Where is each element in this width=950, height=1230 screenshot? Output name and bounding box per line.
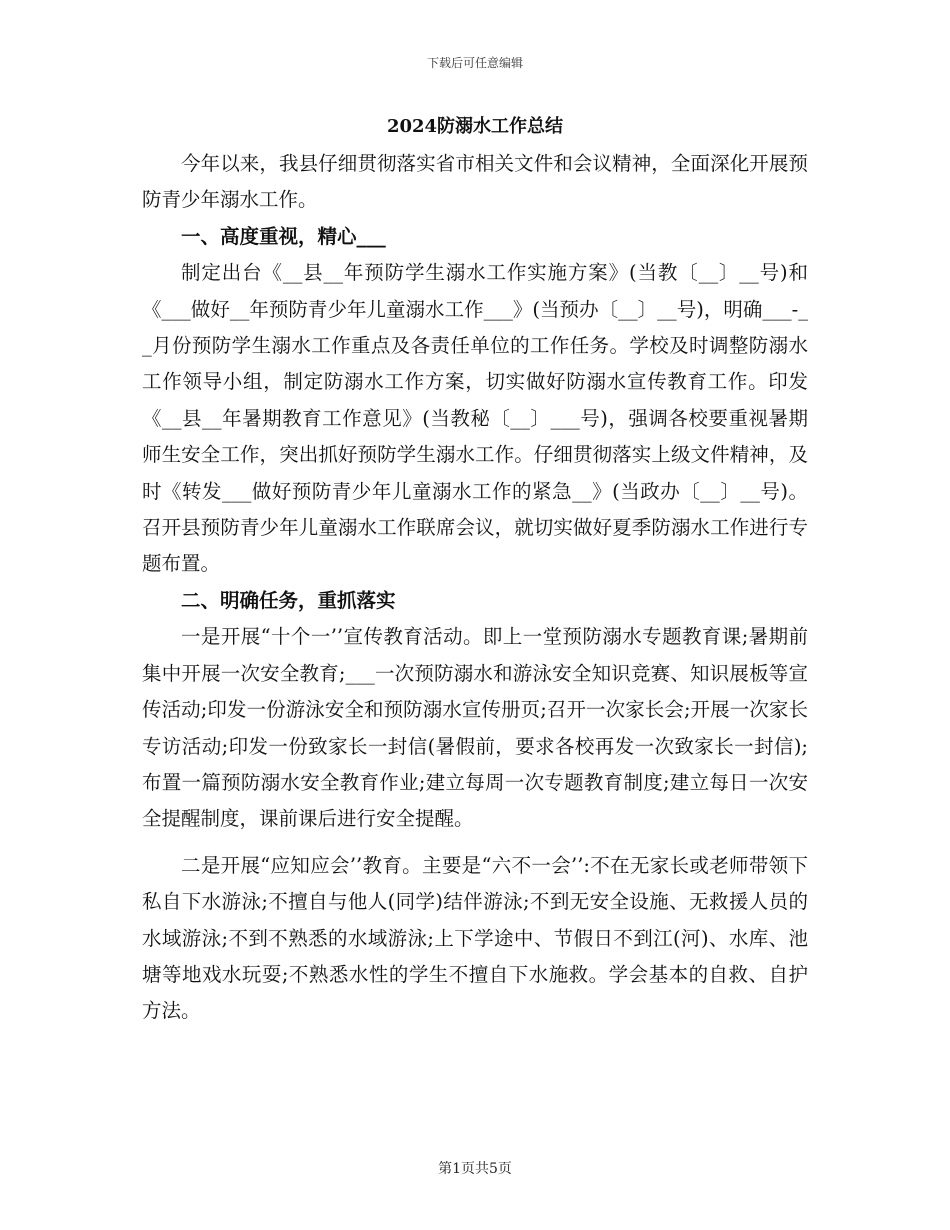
header-note: 下载后可任意编辑 [426, 56, 523, 70]
section-2-heading: 二、明确任务，重抓落实 [181, 588, 396, 612]
page-number: 第1页共5页 [438, 1161, 512, 1177]
section-1-paragraph: 制定出台《__县__年预防学生溺水工作实施方案》(当教〔__〕__号)和《___做好__年预防青少年儿童溺水工作___》(当预办〔__〕__号)，明确___-__月份预防学生溺水工作重点及各责任单位的工作任务。学校及时调整防溺水工作领导小组，制定防溺水工作方案，切实做好防溺水宣传教育工作。印发《__县__年暑期教育工作意见》(当教秘〔__〕___号)，强调各校要重视暑期师生安全工作，突出抓好预防学生溺水工作。仔细贯彻落实上级文件精神，及时《转发___做好预防青少年儿童溺水工作的紧急__》(当政办〔__〕__号)。召开县预防青少年儿童溺水工作联席会议，就切实做好夏季防溺水工作进行专题布置。 [142, 261, 808, 576]
intro-paragraph: 今年以来，我县仔细贯彻落实省市相关文件和会议精神，全面深化开展预防青少年溺水工作。 [142, 152, 808, 212]
section-2-paragraph-2: 二是开展“应知应会’’教育。主要是“六不一会’’:不在无家长或老师带领下私自下水游泳;不擅自与他人(同学)结伴游泳;不到无安全设施、无救援人员的水域游泳;不到不熟悉的水域游泳;上下学途中、节假日不到江(河)、水库、池塘等地戏水玩耍;不熟悉水性的学生不擅自下水施救。学会基本的自救、自护方法。 [142, 853, 808, 1023]
section-1-heading: 一、高度重视，精心___ [181, 224, 386, 248]
section-2-paragraph-1: 一是开展“十个一’’宣传教育活动。即上一堂预防溺水专题教育课;暑期前集中开展一次安全教育;___一次预防溺水和游泳安全知识竞赛、知识展板等宣传活动;印发一份游泳安全和预防溺水宣传册页;召开一次家长会;开展一次家长专访活动;印发一份致家长一封信(暑假前，要求各校再发一次致家长一封信);布置一篇预防溺水安全教育作业;建立每周一次专题教育制度;建立每日一次安全提醒制度，课前课后进行安全提醒。 [142, 625, 808, 831]
paragraph-gap [142, 838, 808, 848]
document-title: 2024防溺水工作总结 [386, 116, 564, 137]
document-body [142, 112, 808, 1030]
